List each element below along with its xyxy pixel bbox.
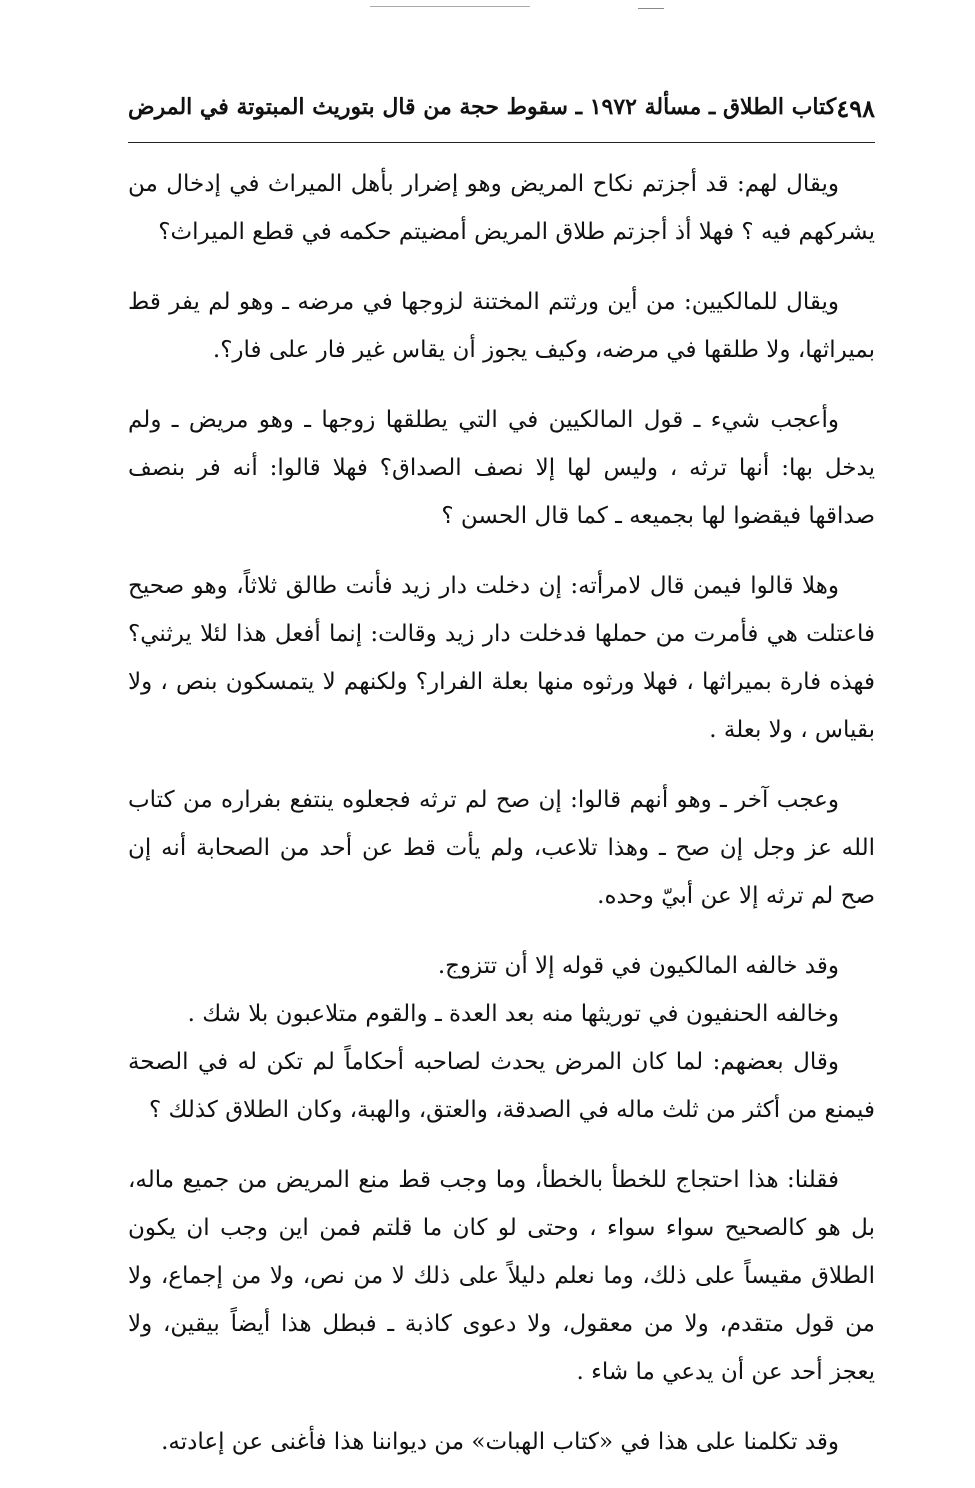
body-paragraph: وهلا قالوا فيمن قال لامرأته: إن دخلت دار زيد فأنت طالق ثلاثاً، وهو صحيح فاعتلت هي فأمرت من حملها فدخلت دار زيد وقالت: إنما أفعل هذا لئلا يرثني؟ فهذه فارة بميراثها ، فهلا ورثوه منها بعلة الفرار؟ ولكنهم لا يتمسكون بنص ، ولا بقياس ، ولا بعلة . [128,573,875,743]
body-paragraph: فقلنا: هذا احتجاج للخطأ بالخطأ، وما وجب قط منع المريض من جميع ماله، بل هو كالصحيح سواء سواء ، وحتى لو كان ما قلتم فمن اين وجب ان يكون الطلاق مقيساً على ذلك، وما نعلم دليلاً على ذلك لا من نص، ولا من إجماع، ولا من قول متقدم، ولا من معقول، ولا دعوى كاذبة ـ فبطل هذا أيضاً بيقين، ولا يعجز أحد عن أن يدعي ما شاء . [128,1167,876,1385]
header-divider [128,142,875,143]
page-number: ٤٩٨ [836,94,875,123]
body-paragraph: وقد خالفه المالكيون في قوله إلا أن تتزوج. [437,953,839,979]
scan-mark-line [370,6,530,7]
body-paragraph: وقال بعضهم: لما كان المرض يحدث لصاحبه أحكاماً لم تكن له في الصحة فيمنع من أكثر من ثلث ماله في الصدقة، والعتق، والهبة، وكان الطلاق كذلك ؟ [128,1049,875,1123]
body-paragraph: وقد تكلمنا على هذا في «كتاب الهبات» من ديواننا هذا فأغنى عن إعادته. [161,1429,839,1455]
running-title: كتاب الطلاق ـ مسألة ١٩٧٢ ـ سقوط حجة من قال بتوريث المبتوتة في المرض [128,94,837,120]
page-header [128,88,875,132]
body-paragraph: ويقال للمالكيين: من أين ورثتم المختنة لزوجها في مرضه ـ وهو لم يفر قط بميراثها، ولا طلقها في مرضه، وكيف يجوز أن يقاس غير فار على فار؟. [128,289,875,363]
body-paragraph: وخالفه الحنفيون في توريثها منه بعد العدة ـ والقوم متلاعبون بلا شك . [187,1001,839,1027]
body-paragraph: وأعجب شيء ـ قول المالكيين في التي يطلقها زوجها ـ وهو مريض ـ ولم يدخل بها: أنها ترثه ، وليس لها إلا نصف الصداق؟ فهلا قالوا: أنه فر بنصف صداقها فيقضوا لها بجميعه ـ كما قال الحسن ؟ [128,407,875,529]
body-paragraph: ويقال لهم: قد أجزتم نكاح المريض وهو إضرار بأهل الميراث في إدخال من يشركهم فيه ؟ فهلا أذ أجزتم طلاق المريض أمضيتم حكمه في قطع الميراث؟ [128,171,875,245]
page-body [128,160,875,1488]
scan-mark-line [638,8,664,9]
scan-edge-marks [370,4,670,10]
body-paragraph: وعجب آخر ـ وهو أنهم قالوا: إن صح لم ترثه فجعلوه ينتفع بفراره من كتاب الله عز وجل إن صح ـ وهذا تلاعب، ولم يأت قط عن أحد من الصحابة أنه إن صح لم ترثه إلا عن أبيّ وحده. [128,787,875,909]
